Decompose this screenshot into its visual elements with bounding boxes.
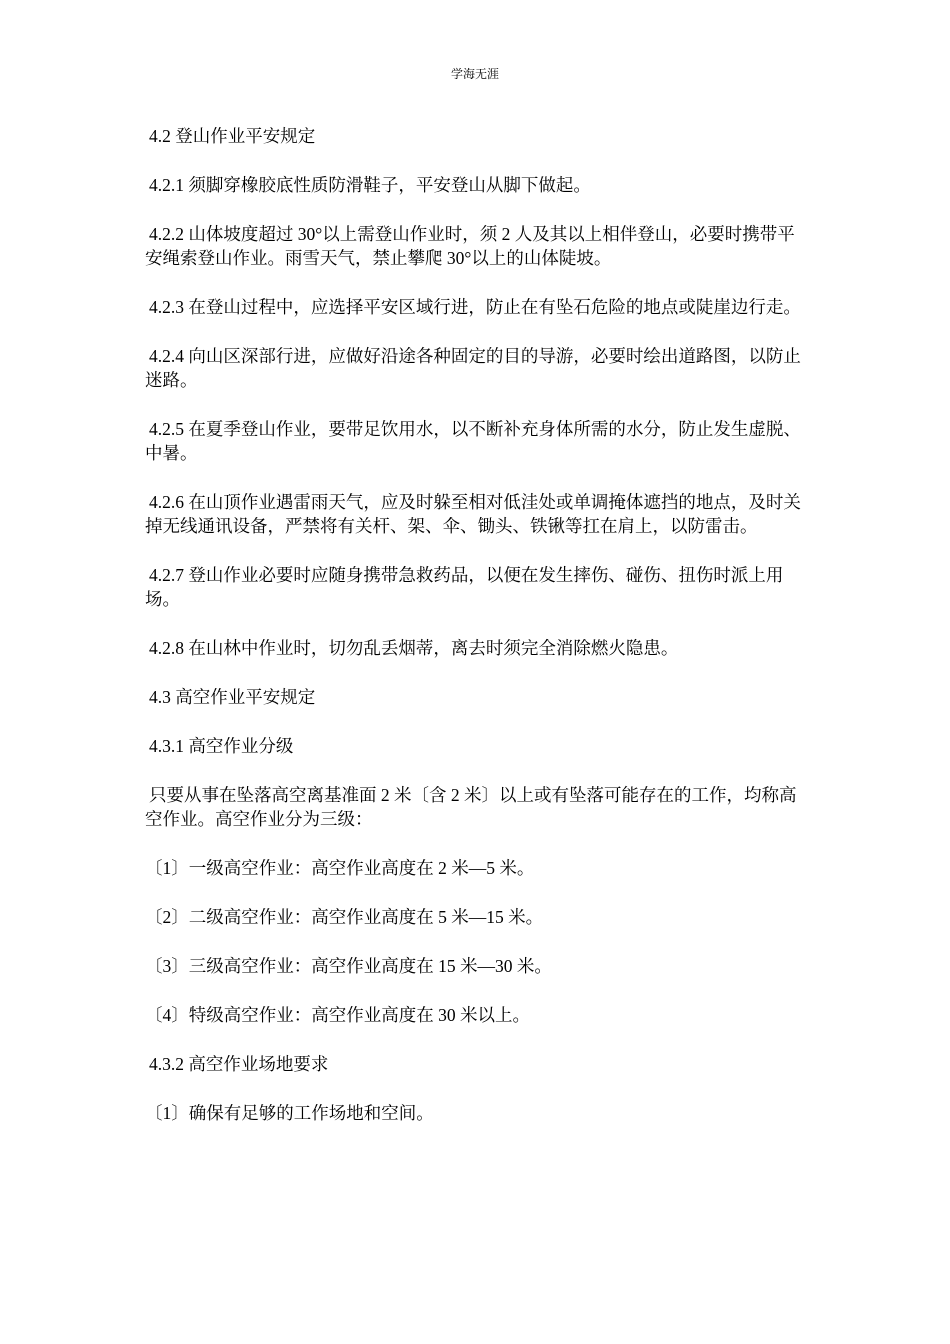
paragraph-4-2-4: 4.2.4 向山区深部行进，应做好沿途各种固定的目的导游，必要时绘出道路图，以防止迷路。 <box>145 346 801 390</box>
paragraph-4-2-6: 4.2.6 在山顶作业遇雷雨天气，应及时躲至相对低洼处或单调掩体遮挡的地点，及时关掉无线通讯设备，严禁将有关杆、架、伞、锄头、铁锹等扛在肩上，以防雷击。 <box>145 492 801 536</box>
paragraph-height-definition: 只要从事在坠落高空离基准面 2 米〔含 2 米〕以上或有坠落可能存在的工作，均称高空作业。高空作业分为三级： <box>145 785 797 829</box>
paragraph-4-2-8: 4.2.8 在山林中作业时，切勿乱丢烟蒂，离去时须完全消除燃火隐患。 <box>149 638 679 658</box>
list-item-level-2: 〔2〕二级高空作业：高空作业高度在 5 米—15 米。 <box>145 907 544 927</box>
paragraph-4-2-2: 4.2.2 山体坡度超过 30°以上需登山作业时，须 2 人及其以上相伴登山，必要时携带平安绳索登山作业。雨雪天气，禁止攀爬 30°以上的山体陡坡。 <box>145 224 795 268</box>
paragraph-4-2-7: 4.2.7 登山作业必要时应随身携带急救药品，以便在发生摔伤、碰伤、扭伤时派上用场。 <box>145 565 784 609</box>
section-heading-4-2: 4.2 登山作业平安规定 <box>149 126 316 146</box>
list-item-level-special: 〔4〕特级高空作业：高空作业高度在 30 米以上。 <box>145 1005 530 1025</box>
paragraph-4-2-3: 4.2.3 在登山过程中，应选择平安区域行进，防止在有坠石危险的地点或陡崖边行走。 <box>149 297 801 317</box>
subsection-heading-4-3-2: 4.3.2 高空作业场地要求 <box>149 1054 329 1074</box>
document-body <box>145 124 807 1150</box>
list-item-site-requirement-1: 〔1〕确保有足够的工作场地和空间。 <box>145 1103 434 1123</box>
section-heading-4-3: 4.3 高空作业平安规定 <box>149 687 316 707</box>
paragraph-4-2-5: 4.2.5 在夏季登山作业，要带足饮用水，以不断补充身体所需的水分，防止发生虚脱、中暑。 <box>145 419 801 463</box>
list-item-level-3: 〔3〕三级高空作业：高空作业高度在 15 米—30 米。 <box>145 956 552 976</box>
list-item-level-1: 〔1〕一级高空作业：高空作业高度在 2 米—5 米。 <box>145 858 535 878</box>
page-header: 学海无涯 <box>450 67 499 81</box>
subsection-heading-4-3-1: 4.3.1 高空作业分级 <box>149 736 294 756</box>
paragraph-4-2-1: 4.2.1 须脚穿橡胶底性质防滑鞋子，平安登山从脚下做起。 <box>149 175 591 195</box>
